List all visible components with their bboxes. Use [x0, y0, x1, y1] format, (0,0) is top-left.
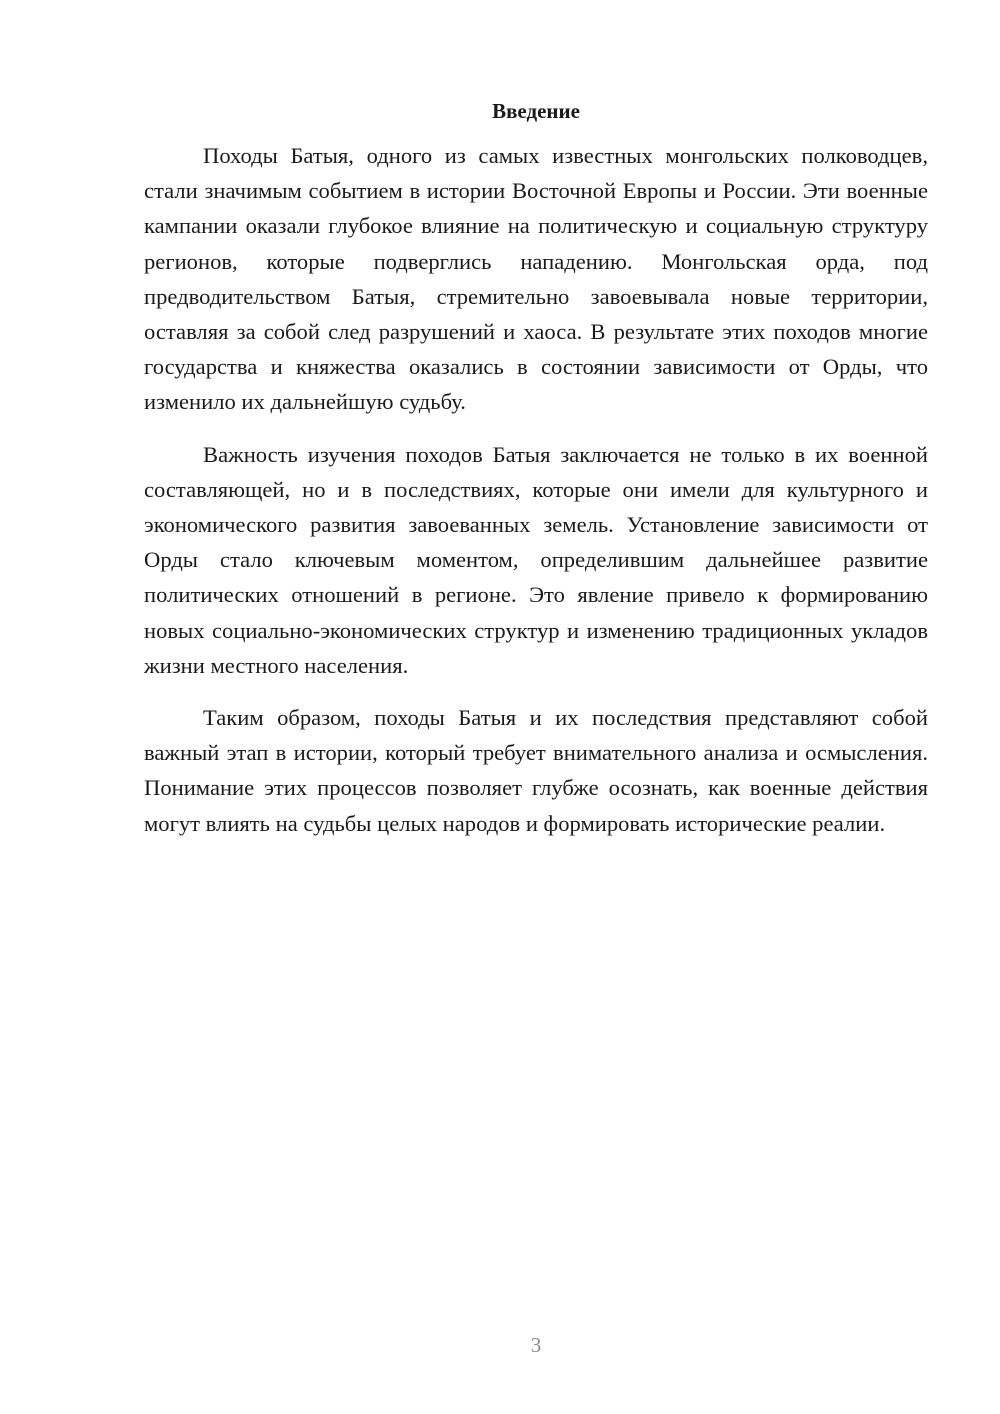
section-title: Введение [492, 99, 580, 123]
paragraph-3: Таким образом, походы Батыя и их последствия представляют собой важный этап в истории, который требует внимательного анализа и осмысления. Понимание этих процессов позволяет глубже осознать, как военные действия могут влиять на судьбы целых народов и формировать исторические реалии. [144, 705, 928, 836]
page-number: 3 [530, 1333, 542, 1357]
paragraph-1: Походы Батыя, одного из самых известных монгольских полководцев, стали значимым событием в истории Восточной Европы и России. Эти военные кампании оказали глубокое влияние на политическую и социальную структуру регионов, которые подверглись нападению. Монгольская орда, под предводительством Батыя, стремительно завоевывала новые территории, оставляя за собой след разрушений и хаоса. В результате этих походов многие государства и княжества оказались в состоянии зависимости от Орды, что изменило их дальнейшую судьбу. [144, 143, 928, 415]
page-content [144, 94, 928, 858]
paragraph-2: Важность изучения походов Батыя заключается не только в их военной составляющей, но и в последствиях, которые они имели для культурного и экономического развития завоеванных земель. Установление зависимости от Орды стало ключевым моментом, определившим дальнейшее развитие политических отношений в регионе. Это явление привело к формированию новых социально-экономических структур и изменению традиционных укладов жизни местного населения. [144, 441, 928, 678]
